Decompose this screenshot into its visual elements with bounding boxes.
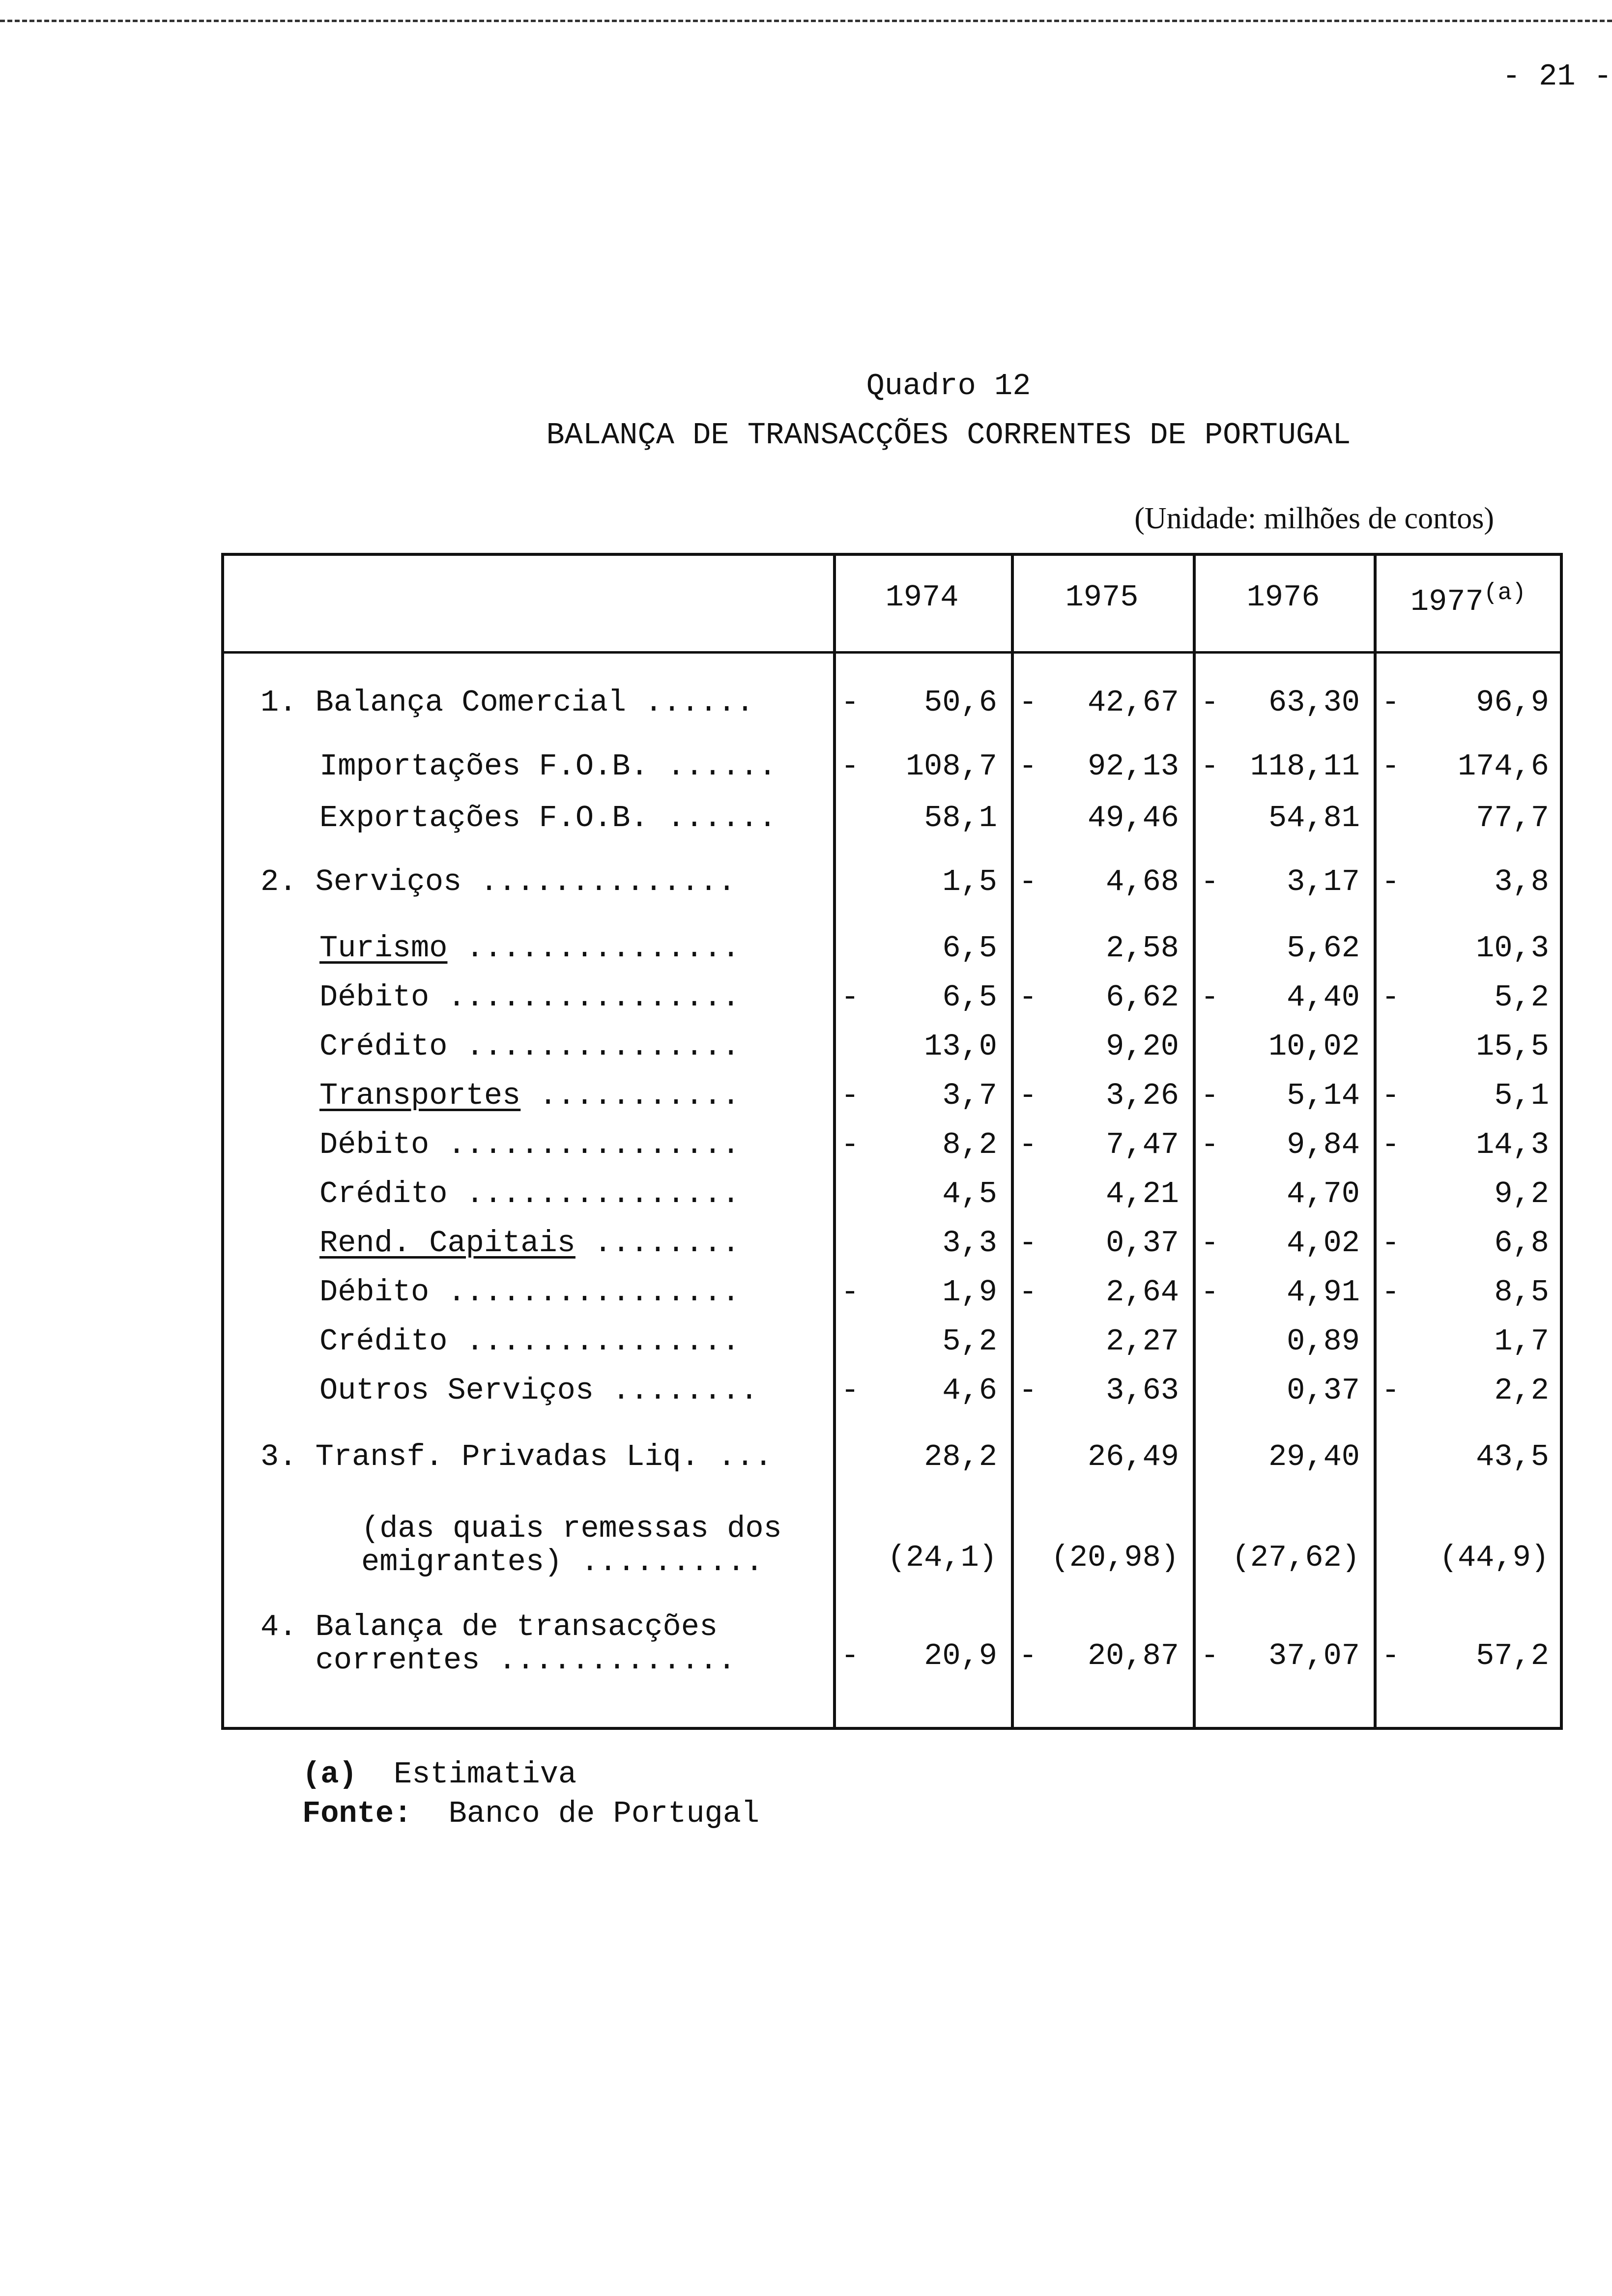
value-cell-1975 bbox=[1011, 796, 1193, 840]
value-cell-1975 bbox=[1011, 1270, 1193, 1315]
value-cell-1977 bbox=[1374, 1221, 1563, 1265]
value-sign: - bbox=[1019, 980, 1037, 1015]
value-sign: - bbox=[1201, 1127, 1219, 1162]
table-row bbox=[221, 745, 1563, 789]
value-sign: - bbox=[1382, 1226, 1400, 1261]
value-cell-1977 bbox=[1374, 796, 1563, 840]
value-number: 3,8 bbox=[1494, 864, 1549, 899]
value-number: 37,07 bbox=[1268, 1638, 1360, 1673]
value-cell-1976 bbox=[1193, 976, 1374, 1020]
table-row bbox=[221, 1221, 1563, 1265]
value-cell-1977 bbox=[1374, 926, 1563, 971]
row-label-underlined: Rend. Capitais bbox=[319, 1226, 576, 1261]
value-number: 174,6 bbox=[1457, 749, 1549, 784]
table-row bbox=[221, 860, 1563, 904]
value-number: 2,2 bbox=[1494, 1373, 1549, 1408]
value-cell-1975 bbox=[1011, 1025, 1193, 1069]
value-number: (20,98) bbox=[1051, 1540, 1179, 1575]
row-label-underlined: Turismo bbox=[319, 931, 448, 966]
value-sign: - bbox=[1201, 749, 1219, 784]
value-cell-1977 bbox=[1374, 1172, 1563, 1216]
value-cell-1976 bbox=[1193, 745, 1374, 789]
table-row bbox=[221, 1025, 1563, 1069]
table-row bbox=[221, 1320, 1563, 1364]
value-number: 4,5 bbox=[942, 1177, 997, 1211]
value-cell-1976 bbox=[1193, 1634, 1374, 1678]
value-number: 0,37 bbox=[1106, 1226, 1179, 1261]
table-row bbox=[221, 1074, 1563, 1118]
value-number: 2,64 bbox=[1106, 1275, 1179, 1310]
value-sign: - bbox=[841, 1638, 860, 1673]
value-number: 2,58 bbox=[1106, 931, 1179, 966]
value-sign: - bbox=[1019, 864, 1037, 899]
column-header-1975: 1975 bbox=[1065, 580, 1139, 615]
value-number: 6,8 bbox=[1494, 1226, 1549, 1261]
row-label: Crédito ............... bbox=[319, 1177, 740, 1211]
row-label: 4. Balança de transacções correntes ............. bbox=[260, 1610, 736, 1677]
table-row bbox=[221, 1610, 1563, 1678]
value-number: 8,2 bbox=[942, 1127, 997, 1162]
value-number: 6,5 bbox=[942, 980, 997, 1015]
row-label-leader-dots: ........ bbox=[575, 1226, 740, 1261]
value-cell-1977 bbox=[1374, 1074, 1563, 1118]
table-title: BALANÇA DE TRANSACÇÕES CORRENTES DE PORTUGAL bbox=[546, 418, 1351, 453]
value-sign: - bbox=[1019, 1078, 1037, 1113]
table-row bbox=[221, 1123, 1563, 1167]
value-cell-1976 bbox=[1193, 1435, 1374, 1479]
value-sign: - bbox=[1382, 1275, 1400, 1310]
value-cell-1975 bbox=[1011, 1435, 1193, 1479]
value-number: 92,13 bbox=[1087, 749, 1179, 784]
value-cell-1975 bbox=[1011, 745, 1193, 789]
value-cell-1976 bbox=[1193, 860, 1374, 904]
value-sign: - bbox=[1201, 1226, 1219, 1261]
value-number: 4,68 bbox=[1106, 864, 1179, 899]
value-sign: - bbox=[1201, 980, 1219, 1015]
value-number: 20,87 bbox=[1087, 1638, 1179, 1673]
value-cell-1974 bbox=[833, 1634, 1011, 1678]
value-number: 0,89 bbox=[1287, 1324, 1360, 1359]
column-header-1977-year: 1977 bbox=[1410, 584, 1484, 619]
row-label bbox=[319, 926, 853, 971]
value-sign: - bbox=[841, 980, 860, 1015]
value-sign: - bbox=[1201, 1638, 1219, 1673]
value-number: 5,2 bbox=[942, 1324, 997, 1359]
value-cell-1974 bbox=[833, 1270, 1011, 1315]
row-label: Crédito ............... bbox=[319, 1029, 740, 1064]
value-cell-1974 bbox=[833, 1172, 1011, 1216]
value-number: 15,5 bbox=[1476, 1029, 1549, 1064]
table-row bbox=[221, 976, 1563, 1020]
value-number: 5,62 bbox=[1287, 931, 1360, 966]
row-label: Importações F.O.B. ...... bbox=[319, 749, 777, 784]
value-sign: - bbox=[841, 749, 860, 784]
value-number: 3,63 bbox=[1106, 1373, 1179, 1408]
value-cell-1974 bbox=[833, 1320, 1011, 1364]
value-sign: - bbox=[1201, 1275, 1219, 1310]
row-label-underlined: Transportes bbox=[319, 1078, 521, 1113]
value-number: 2,27 bbox=[1106, 1324, 1179, 1359]
header-rule bbox=[221, 651, 1563, 654]
table-row bbox=[221, 1369, 1563, 1413]
value-cell-1975 bbox=[1011, 681, 1193, 725]
value-sign: - bbox=[1382, 685, 1400, 720]
value-number: 29,40 bbox=[1268, 1439, 1360, 1474]
value-number: 3,3 bbox=[942, 1226, 997, 1261]
value-cell-1977 bbox=[1374, 1320, 1563, 1364]
footnote-estimate-marker: (a) bbox=[302, 1757, 357, 1792]
value-number: 6,62 bbox=[1106, 980, 1179, 1015]
value-cell-1976 bbox=[1193, 1123, 1374, 1167]
value-number: 77,7 bbox=[1476, 801, 1549, 835]
table-number: Quadro 12 bbox=[866, 369, 1031, 403]
value-cell-1976 bbox=[1193, 1270, 1374, 1315]
value-cell-1974 bbox=[833, 796, 1011, 840]
value-number: 1,7 bbox=[1494, 1324, 1549, 1359]
scan-top-edge-line bbox=[0, 20, 1612, 22]
value-number: 118,11 bbox=[1250, 749, 1360, 784]
value-number: 10,3 bbox=[1476, 931, 1549, 966]
value-sign: - bbox=[1019, 1373, 1037, 1408]
value-cell-1975 bbox=[1011, 1074, 1193, 1118]
value-cell-1975 bbox=[1011, 1123, 1193, 1167]
value-sign: - bbox=[1019, 685, 1037, 720]
value-number: 5,2 bbox=[1494, 980, 1549, 1015]
value-cell-1976 bbox=[1193, 1369, 1374, 1413]
value-number: 4,91 bbox=[1287, 1275, 1360, 1310]
value-cell-1974 bbox=[833, 1123, 1011, 1167]
value-cell-1976 bbox=[1193, 681, 1374, 725]
value-cell-1977 bbox=[1374, 745, 1563, 789]
column-header-1976: 1976 bbox=[1246, 580, 1320, 615]
row-label: 2. Serviços .............. bbox=[260, 864, 736, 899]
column-header-1977-note: (a) bbox=[1483, 580, 1526, 606]
row-label-leader-dots: ........... bbox=[520, 1078, 740, 1113]
value-cell-1976 bbox=[1193, 1172, 1374, 1216]
row-label: (das quais remessas dos emigrantes) .......... bbox=[361, 1512, 782, 1579]
value-number: 50,6 bbox=[924, 685, 997, 720]
value-cell-1976 bbox=[1193, 796, 1374, 840]
value-number: 6,5 bbox=[942, 931, 997, 966]
value-cell-1974 bbox=[833, 1221, 1011, 1265]
value-number: 9,2 bbox=[1494, 1177, 1549, 1211]
value-cell-1975 bbox=[1011, 1369, 1193, 1413]
value-sign: - bbox=[1019, 1127, 1037, 1162]
value-cell-1977 bbox=[1374, 1123, 1563, 1167]
footnote-source-marker: Fonte: bbox=[302, 1796, 412, 1831]
row-label bbox=[319, 1221, 853, 1265]
value-number: 13,0 bbox=[924, 1029, 997, 1064]
value-number: 4,40 bbox=[1287, 980, 1360, 1015]
row-label: Débito ................ bbox=[319, 1275, 740, 1310]
value-cell-1975 bbox=[1011, 926, 1193, 971]
footnote-source bbox=[302, 1796, 759, 1831]
value-number: 43,5 bbox=[1476, 1439, 1549, 1474]
value-sign: - bbox=[1382, 1078, 1400, 1113]
value-cell-1975 bbox=[1011, 1320, 1193, 1364]
value-sign: - bbox=[1019, 1226, 1037, 1261]
value-number: 10,02 bbox=[1268, 1029, 1360, 1064]
row-label: Débito ................ bbox=[319, 980, 740, 1015]
value-number: (24,1) bbox=[887, 1540, 997, 1575]
value-sign: - bbox=[1019, 1638, 1037, 1673]
value-sign: - bbox=[1382, 1638, 1400, 1673]
value-cell-1974 bbox=[833, 681, 1011, 725]
column-header-1974: 1974 bbox=[885, 580, 959, 615]
table-row bbox=[221, 1435, 1563, 1479]
table-row bbox=[221, 1270, 1563, 1315]
value-number: 1,5 bbox=[942, 864, 997, 899]
value-cell-1974 bbox=[833, 1025, 1011, 1069]
row-label: Débito ................ bbox=[319, 1127, 740, 1162]
value-number: 8,5 bbox=[1494, 1275, 1549, 1310]
table-row bbox=[221, 796, 1563, 840]
footnote-source-text: Banco de Portugal bbox=[448, 1796, 760, 1831]
value-sign: - bbox=[1382, 1127, 1400, 1162]
value-number: 0,37 bbox=[1287, 1373, 1360, 1408]
value-number: (44,9) bbox=[1439, 1540, 1549, 1575]
value-cell-1976 bbox=[1193, 1074, 1374, 1118]
value-cell-1976 bbox=[1193, 1221, 1374, 1265]
value-sign: - bbox=[1382, 1373, 1400, 1408]
value-cell-1974 bbox=[833, 1074, 1011, 1118]
value-number: 42,67 bbox=[1087, 685, 1179, 720]
page-number: - 21 - bbox=[1502, 59, 1612, 94]
value-number: 4,70 bbox=[1287, 1177, 1360, 1211]
value-cell-1976 bbox=[1193, 1536, 1374, 1580]
value-number: 9,20 bbox=[1106, 1029, 1179, 1064]
value-number: 26,49 bbox=[1087, 1439, 1179, 1474]
value-cell-1974 bbox=[833, 976, 1011, 1020]
value-cell-1975 bbox=[1011, 1536, 1193, 1580]
value-cell-1974 bbox=[833, 1536, 1011, 1580]
value-cell-1977 bbox=[1374, 1025, 1563, 1069]
value-sign: - bbox=[1201, 1078, 1219, 1113]
table-row bbox=[221, 1512, 1563, 1580]
value-number: 54,81 bbox=[1268, 801, 1360, 835]
footnote-estimate bbox=[302, 1757, 576, 1792]
value-sign: - bbox=[1019, 749, 1037, 784]
value-sign: - bbox=[1382, 864, 1400, 899]
value-number: 49,46 bbox=[1087, 801, 1179, 835]
value-cell-1977 bbox=[1374, 1369, 1563, 1413]
row-label: 1. Balança Comercial ...... bbox=[260, 685, 754, 720]
value-sign: - bbox=[841, 1373, 860, 1408]
row-label-leader-dots: ............... bbox=[447, 931, 740, 966]
value-number: 5,14 bbox=[1287, 1078, 1360, 1113]
value-number: 20,9 bbox=[924, 1638, 997, 1673]
value-cell-1977 bbox=[1374, 976, 1563, 1020]
row-label: Crédito ............... bbox=[319, 1324, 740, 1359]
value-cell-1974 bbox=[833, 1369, 1011, 1413]
value-number: 9,84 bbox=[1287, 1127, 1360, 1162]
value-number: 28,2 bbox=[924, 1439, 997, 1474]
value-number: 14,3 bbox=[1476, 1127, 1549, 1162]
value-cell-1977 bbox=[1374, 1536, 1563, 1580]
table-row bbox=[221, 926, 1563, 971]
value-number: 108,7 bbox=[905, 749, 997, 784]
value-number: 63,30 bbox=[1268, 685, 1360, 720]
value-cell-1977 bbox=[1374, 860, 1563, 904]
value-cell-1976 bbox=[1193, 1320, 1374, 1364]
value-number: 7,47 bbox=[1106, 1127, 1179, 1162]
value-sign: - bbox=[841, 1275, 860, 1310]
value-cell-1974 bbox=[833, 926, 1011, 971]
value-cell-1975 bbox=[1011, 1221, 1193, 1265]
row-label: Exportações F.O.B. ...... bbox=[319, 801, 777, 835]
value-sign: - bbox=[1382, 980, 1400, 1015]
value-number: 4,6 bbox=[942, 1373, 997, 1408]
row-label: Outros Serviços ........ bbox=[319, 1373, 758, 1408]
value-cell-1975 bbox=[1011, 1634, 1193, 1678]
row-label bbox=[319, 1074, 853, 1118]
value-sign: - bbox=[841, 1127, 860, 1162]
value-number: 4,02 bbox=[1287, 1226, 1360, 1261]
value-sign: - bbox=[841, 1078, 860, 1113]
value-sign: - bbox=[841, 685, 860, 720]
value-sign: - bbox=[1201, 685, 1219, 720]
value-number: 3,17 bbox=[1287, 864, 1360, 899]
value-sign: - bbox=[1201, 864, 1219, 899]
value-cell-1974 bbox=[833, 860, 1011, 904]
column-header-1977 bbox=[1374, 580, 1563, 619]
value-cell-1974 bbox=[833, 1435, 1011, 1479]
value-cell-1977 bbox=[1374, 1435, 1563, 1479]
value-cell-1974 bbox=[833, 745, 1011, 789]
value-number: 5,1 bbox=[1494, 1078, 1549, 1113]
value-cell-1977 bbox=[1374, 681, 1563, 725]
value-number: 3,7 bbox=[942, 1078, 997, 1113]
value-cell-1975 bbox=[1011, 1172, 1193, 1216]
value-number: (27,62) bbox=[1232, 1540, 1360, 1575]
value-number: 96,9 bbox=[1476, 685, 1549, 720]
row-label: 3. Transf. Privadas Liq. ... bbox=[260, 1439, 773, 1474]
value-cell-1977 bbox=[1374, 1270, 1563, 1315]
value-sign: - bbox=[1019, 1275, 1037, 1310]
value-sign: - bbox=[1382, 749, 1400, 784]
table-row bbox=[221, 681, 1563, 725]
value-number: 3,26 bbox=[1106, 1078, 1179, 1113]
table-row bbox=[221, 1172, 1563, 1216]
value-cell-1975 bbox=[1011, 860, 1193, 904]
value-cell-1975 bbox=[1011, 976, 1193, 1020]
value-number: 58,1 bbox=[924, 801, 997, 835]
value-cell-1977 bbox=[1374, 1634, 1563, 1678]
footnote-estimate-text: Estimativa bbox=[394, 1757, 577, 1792]
unit-note: (Unidade: milhões de contos) bbox=[1134, 502, 1494, 535]
value-cell-1976 bbox=[1193, 1025, 1374, 1069]
value-number: 4,21 bbox=[1106, 1177, 1179, 1211]
value-number: 57,2 bbox=[1476, 1638, 1549, 1673]
value-number: 1,9 bbox=[942, 1275, 997, 1310]
value-cell-1976 bbox=[1193, 926, 1374, 971]
